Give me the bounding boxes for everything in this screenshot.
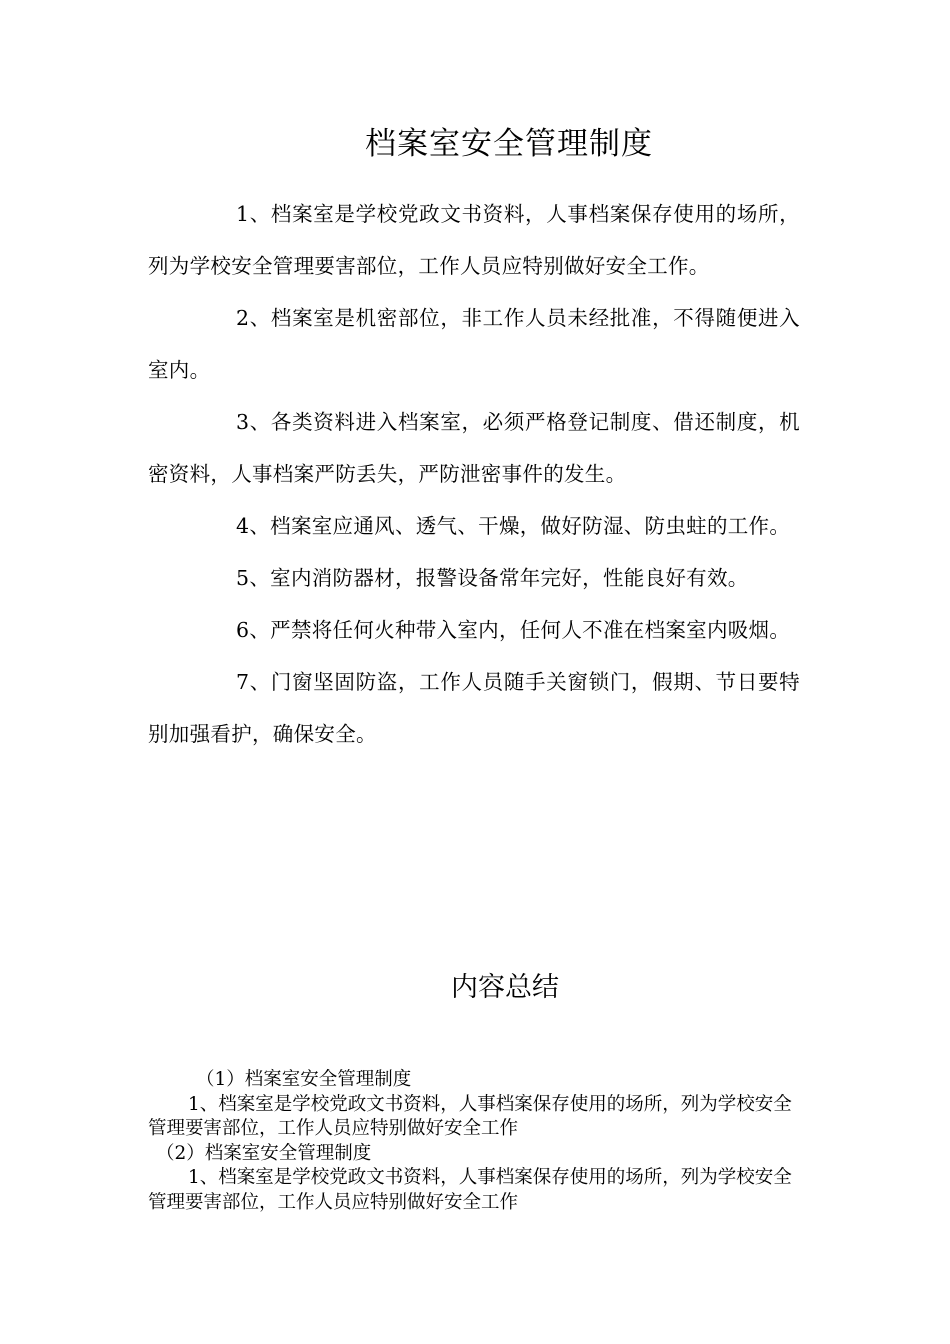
rule-paragraph-2: 2、档案室是机密部位，非工作人员未经批准，不得随便进入室内。 [148, 306, 800, 382]
rule-paragraph-7: 7、门窗坚固防盗，工作人员随手关窗锁门，假期、节日要特别加强看护，确保安全。 [148, 670, 800, 746]
summary-title: 内容总结 [451, 972, 559, 1003]
rule-paragraph-5: 5、室内消防器材，报警设备常年完好，性能良好有效。 [236, 566, 749, 590]
document-title: 档案室安全管理制度 [365, 126, 653, 162]
summary-entry-heading-2: （2）档案室安全管理制度 [156, 1142, 372, 1164]
rule-paragraph-6: 6、严禁将任何火种带入室内，任何人不准在档案室内吸烟。 [236, 618, 791, 642]
summary-section [148, 1068, 808, 1215]
document-body [148, 188, 800, 760]
summary-entry-text-2: 1、档案室是学校党政文书资料，人事档案保存使用的场所，列为学校安全管理要害部位，工作人员应特别做好安全工作 [148, 1167, 792, 1213]
summary-entry-text-1: 1、档案室是学校党政文书资料，人事档案保存使用的场所，列为学校安全管理要害部位，工作人员应特别做好安全工作 [148, 1093, 792, 1139]
rule-paragraph-3: 3、各类资料进入档案室，必须严格登记制度、借还制度，机密资料，人事档案严防丢失，严防泄密事件的发生。 [148, 410, 800, 486]
summary-entry-heading-1: （1）档案室安全管理制度 [196, 1069, 412, 1090]
rule-paragraph-4: 4、档案室应通风、透气、干燥，做好防湿、防虫蛀的工作。 [236, 514, 791, 538]
rule-paragraph-1: 1、档案室是学校党政文书资料，人事档案保存使用的场所，列为学校安全管理要害部位，工作人员应特别做好安全工作。 [148, 202, 800, 278]
